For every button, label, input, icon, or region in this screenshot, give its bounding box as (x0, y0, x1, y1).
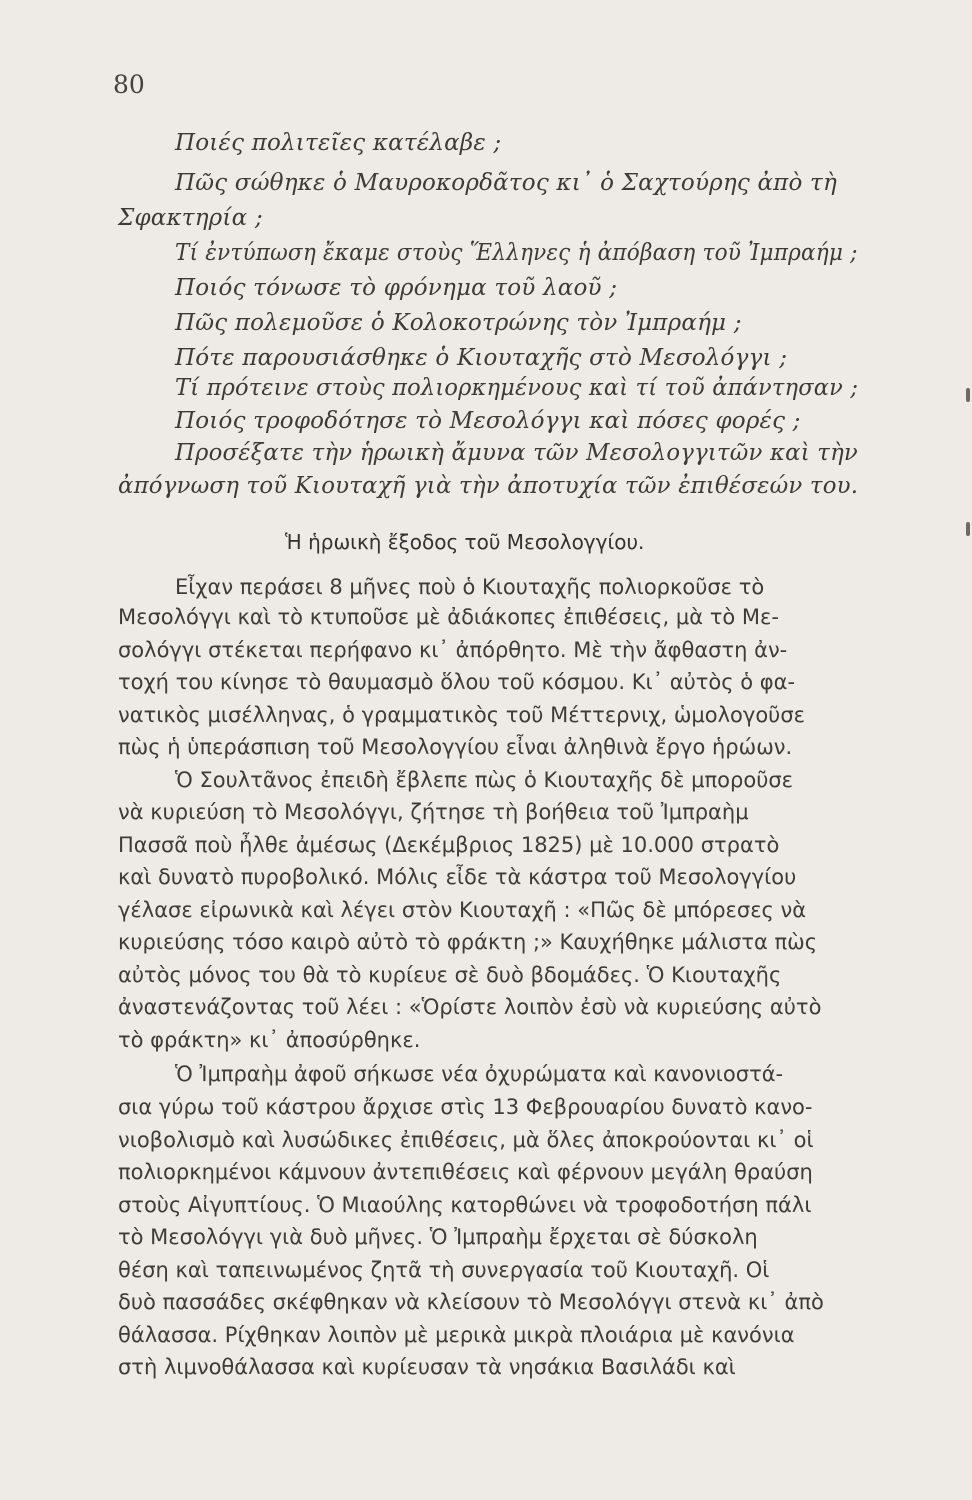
body-line: γέλασε εἰρωνικὰ καὶ λέγει στὸν Κιουταχῆ : «Πῶς δὲ μπόρεσες νὰ (118, 898, 807, 922)
body-line: τὸ Μεσολόγγι γιὰ δυὸ μῆνες. Ὁ Ἰμπραὴμ ἔρχεται σὲ δύσκολη (118, 1225, 758, 1249)
body-line: Πασσᾶ ποὺ ἦλθε ἀμέσως (Δεκέμβριος 1825) μὲ 10.000 στρατὸ (118, 833, 780, 857)
question-line: Σφακτηρία ; (118, 205, 263, 231)
body-line: τὸ φράκτη» κι᾿ ἀποσύρθηκε. (118, 1028, 421, 1052)
question-line: Πότε παρουσιάσθηκε ὁ Κιουταχῆς στὸ Μεσολόγγι ; (175, 345, 788, 371)
body-line: νὰ κυριεύση τὸ Μεσολόγγι, ζήτησε τὴ βοήθεια τοῦ Ἰμπραὴμ (118, 800, 749, 824)
body-line: Ὁ Ἰμπραὴμ ἀφοῦ σήκωσε νέα ὀχυρώματα καὶ κανονιοστά- (175, 1062, 784, 1086)
body-line: πὼς ἡ ὑπεράσπιση τοῦ Μεσολογγίου εἶναι ἀληθινὰ ἔργο ἡρώων. (118, 735, 793, 759)
body-line: τοχή του κίνησε τὸ θαυμασμὸ ὅλου τοῦ κόσμου. Κι᾿ αὐτὸς ὁ φα- (118, 670, 796, 694)
body-line: νιοβολισμὸ καὶ λυσώδικες ἐπιθέσεις, μὰ ὅλες ἀποκρούονται κι᾿ οἱ (118, 1128, 814, 1152)
scan-edge-mark (966, 522, 970, 536)
question-line: Τί ἐντύπωση ἔκαμε στοὺς Ἕλληνες ἡ ἀπόβαση τοῦ Ἰμπραήμ ; (175, 240, 858, 266)
question-line: Τί πρότεινε στοὺς πολιορκημένους καὶ τί τοῦ ἀπάντησαν ; (175, 375, 859, 401)
question-line: Ποιές πολιτεῖες κατέλαβε ; (175, 130, 502, 156)
question-line: Προσέξατε τὴν ἡρωικὴ ἄμυνα τῶν Μεσολογγιτῶν καὶ τὴν (175, 440, 858, 466)
question-line: ἀπόγνωση τοῦ Κιουταχῆ γιὰ τὴν ἀποτυχία τῶν ἐπιθέσεών του. (118, 473, 859, 499)
question-line: Πῶς σώθηκε ὁ Μαυροκορδᾶτος κι᾿ ὁ Σαχτούρης ἀπὸ τὴ (175, 170, 837, 196)
body-line: θέση καὶ ταπεινωμένος ζητᾶ τὴ συνεργασία τοῦ Κιουταχῆ. Οἱ (118, 1258, 770, 1282)
section-heading: Ἡ ἡρωικὴ ἔξοδος τοῦ Μεσολογγίου. (285, 530, 645, 554)
body-line: Εἶχαν περάσει 8 μῆνες ποὺ ὁ Κιουταχῆς πολιορκοῦσε τὸ (175, 575, 765, 599)
body-line: Μεσολόγγι καὶ τὸ κτυποῦσε μὲ ἀδιάκοπες ἐπιθέσεις, μὰ τὸ Με- (118, 605, 779, 629)
scan-edge-mark (966, 388, 970, 402)
body-line: σια γύρω τοῦ κάστρου ἄρχισε στὶς 13 Φεβρουαρίου δυνατὸ κανο- (118, 1095, 813, 1119)
page-number: 80 (113, 70, 145, 99)
body-line: Ὁ Σουλτᾶνος ἐπειδὴ ἔβλεπε πὼς ὁ Κιουταχῆς δὲ μποροῦσε (175, 768, 794, 792)
body-line: στὴ λιμνοθάλασσα καὶ κυρίευσαν τὰ νησάκια Βασιλάδι καὶ (118, 1355, 736, 1379)
body-line: πολιορκημένοι κάμνουν ἀντεπιθέσεις καὶ φέρνουν μεγάλη θραύση (118, 1160, 813, 1184)
question-line: Ποιός τόνωσε τὸ φρόνημα τοῦ λαοῦ ; (175, 275, 618, 301)
body-line: σολόγγι στέκεται περήφανο κι᾿ ἀπόρθητο. Μὲ τὴν ἄφθαστη ἀν- (118, 638, 788, 662)
body-line: καὶ δυνατὸ πυροβολικό. Μόλις εἶδε τὰ κάστρα τοῦ Μεσολογγίου (118, 865, 797, 889)
body-line: ἀναστενάζοντας τοῦ λέει : «Ὁρίστε λοιπὸν ἐσὺ νὰ κυριεύσης αὐτὸ (118, 995, 822, 1019)
question-line: Πῶς πολεμοῦσε ὁ Κολοκοτρώνης τὸν Ἰμπραήμ ; (175, 310, 742, 336)
body-line: κυριεύσης τόσο καιρὸ αὐτὸ τὸ φράκτη ;» Καυχήθηκε μάλιστα πὼς (118, 930, 818, 954)
body-line: αὐτὸς μόνος του θὰ τὸ κυρίευε σὲ δυὸ βδομάδες. Ὁ Κιουταχῆς (118, 963, 782, 987)
body-line: νατικὸς μισέλληνας, ὁ γραμματικὸς τοῦ Μέττερνιχ, ὡμολογοῦσε (118, 703, 805, 727)
question-line: Ποιός τροφοδότησε τὸ Μεσολόγγι καὶ πόσες φορές ; (175, 408, 801, 434)
body-line: στοὺς Αἰγυπτίους. Ὁ Μιαούλης κατορθώνει νὰ τροφοδοτήση πάλι (118, 1193, 812, 1217)
body-line: θάλασσα. Ρίχθηκαν λοιπὸν μὲ μερικὰ μικρὰ πλοιάρια μὲ κανόνια (118, 1323, 795, 1347)
body-line: δυὸ πασσάδες σκέφθηκαν νὰ κλείσουν τὸ Μεσολόγγι στενὰ κι᾿ ἀπὸ (118, 1290, 824, 1314)
